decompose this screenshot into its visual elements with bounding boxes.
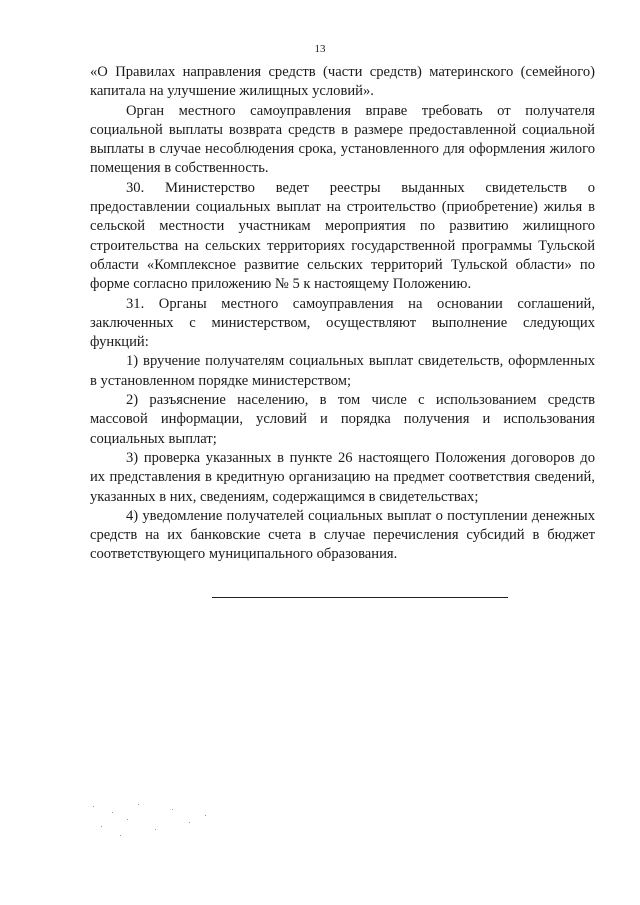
paragraph-return-of-funds: Орган местного самоуправления вправе требовать от получателя социальной выплаты возврата средств в размере предоставленной социальной выплаты в случае несоблюдения срока, установленного для оформления жилого помещения в собственность. — [90, 102, 595, 177]
page-number: 13 — [314, 43, 326, 55]
list-item-3: 3) проверка указанных в пункте 26 настоящего Положения договоров до их представления в кредитную организацию на предмет соответствия сведений, указанных в них, сведениям, содержащимся в свидетельствах; — [90, 449, 595, 505]
closing-rule — [212, 597, 508, 598]
list-item-1: 1) вручение получателям социальных выплат свидетельств, оформленных в установленном порядке министерством; — [90, 353, 595, 389]
list-item-2: 2) разъяснение населению, в том числе с использованием средств массовой информации, условий и порядка получения и использования социальных выплат; — [90, 392, 595, 447]
paragraph-continuation: «О Правилах направления средств (части средств) материнского (семейного) капитала на улучшение жилищных условий». — [90, 64, 595, 100]
paragraph-item-31: 31. Органы местного самоуправления на основании соглашений, заключенных с министерством, осуществляют выполнение следующих функций: — [90, 295, 595, 351]
document-body — [90, 63, 595, 565]
list-item-4: 4) уведомление получателей социальных выплат о поступлении денежных средств на их банковские счета в случае перечисления субсидий в бюджет соответствующего муниципального образования. — [90, 507, 595, 563]
paragraph-item-30: 30. Министерство ведет реестры выданных свидетельств о предоставлении социальных выплат на строительство (приобретение) жилья в сельской местности участникам мероприятия по развитию жилищного строительства на сельских территориях государственной программы Тульской области «Комплексное развитие сельских территорий Тульской области» по форме согласно приложению № 5 к настоящему Положению. — [90, 179, 595, 293]
